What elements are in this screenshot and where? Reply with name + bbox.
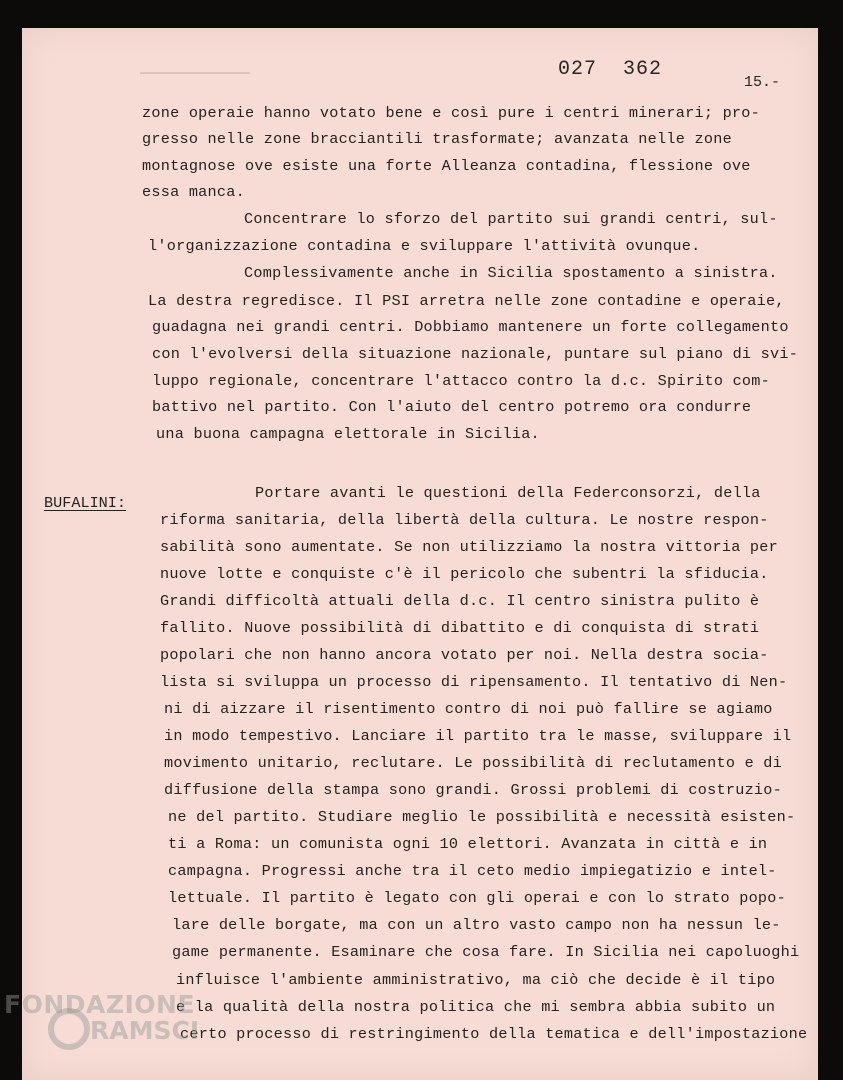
text-line: ti a Roma: un comunista ogni 10 elettori. Avanzata in città e in xyxy=(168,835,768,853)
watermark-text: FONDAZIONE xyxy=(4,990,196,1019)
text-line: Complessivamente anche in Sicilia spostamento a sinistra. xyxy=(244,264,778,282)
text-line: nuove lotte e conquiste c'è il pericolo che subentri la sfiducia. xyxy=(160,565,769,583)
text-line: luppo regionale, concentrare l'attacco contro la d.c. Spirito com- xyxy=(152,372,771,390)
text-line: battivo nel partito. Con l'aiuto del centro potremo ora condurre xyxy=(152,398,752,416)
speaker-name: BUFALINI: xyxy=(44,494,127,512)
text-line: in modo tempestivo. Lanciare il partito tra le masse, sviluppare il xyxy=(164,727,792,745)
text-line: movimento unitario, reclutare. Le possibilità di reclutamento e di xyxy=(164,754,783,772)
text-line: certo processo di restringimento della tematica e dell'impostazione xyxy=(180,1025,808,1043)
text-line: popolari che non hanno ancora votato per noi. Nella destra socia- xyxy=(160,646,769,664)
watermark-text: RAMSCI xyxy=(90,1016,200,1045)
faint-stamp-mark xyxy=(140,72,250,74)
text-line: riforma sanitaria, della libertà della cultura. Le nostre respon- xyxy=(160,511,769,529)
text-line: Concentrare lo sforzo del partito sui grandi centri, sul- xyxy=(244,210,778,228)
text-line: Grandi difficoltà attuali della d.c. Il centro sinistra pulito è xyxy=(160,592,760,610)
watermark-g-icon xyxy=(48,1008,90,1050)
text-line: sabilità sono aumentate. Se non utilizziamo la nostra vittoria per xyxy=(160,538,779,556)
text-line: fallito. Nuove possibilità di dibattito e di conquista di strati xyxy=(160,619,760,637)
text-line: diffusione della stampa sono grandi. Grossi problemi di costruzio- xyxy=(164,781,783,799)
text-line: lista si sviluppa un processo di ripensamento. Il tentativo di Nen- xyxy=(160,673,788,691)
text-line: lare delle borgate, ma con un altro vasto campo non ha nessun le- xyxy=(172,916,781,934)
text-line: guadagna nei grandi centri. Dobbiamo mantenere un forte collegamento xyxy=(152,318,789,336)
text-line: game permanente. Esaminare che cosa fare. In Sicilia nei capoluoghi xyxy=(172,943,800,961)
text-line: montagnose ove esiste una forte Alleanza contadina, flessione ove xyxy=(142,157,751,175)
text-line: campagna. Progressi anche tra il ceto medio impiegatizio e intel- xyxy=(168,862,777,880)
text-line: Portare avanti le questioni della Federconsorzi, della xyxy=(255,484,761,502)
archive-number: 027 362 xyxy=(558,58,663,81)
text-line: gresso nelle zone bracciantili trasformate; avanzata nelle zone xyxy=(142,130,732,148)
text-line: lettuale. Il partito è legato con gli operai e con lo strato popo- xyxy=(168,889,787,907)
text-line: una buona campagna elettorale in Sicilia. xyxy=(156,425,540,443)
text-line: e la qualità della nostra politica che mi sembra abbia subito un xyxy=(176,998,776,1016)
text-line: l'organizzazione contadina e sviluppare l'attività ovunque. xyxy=(148,237,701,255)
text-line: ne del partito. Studiare meglio le possibilità e necessità esisten- xyxy=(168,808,796,826)
text-line: ni di aizzare il risentimento contro di noi può fallire se agiamo xyxy=(164,700,773,718)
page-number: 15.- xyxy=(744,74,781,91)
text-line: zone operaie hanno votato bene e così pure i centri minerari; pro- xyxy=(142,104,761,122)
watermark-logo xyxy=(0,986,210,1080)
text-line: influisce l'ambiente amministrativo, ma ciò che decide è il tipo xyxy=(176,971,776,989)
text-line: La destra regredisce. Il PSI arretra nelle zone contadine e operaie, xyxy=(148,292,785,310)
text-line: con l'evolversi della situazione nazionale, puntare sul piano di svi- xyxy=(152,345,799,363)
text-line: essa manca. xyxy=(142,183,246,201)
